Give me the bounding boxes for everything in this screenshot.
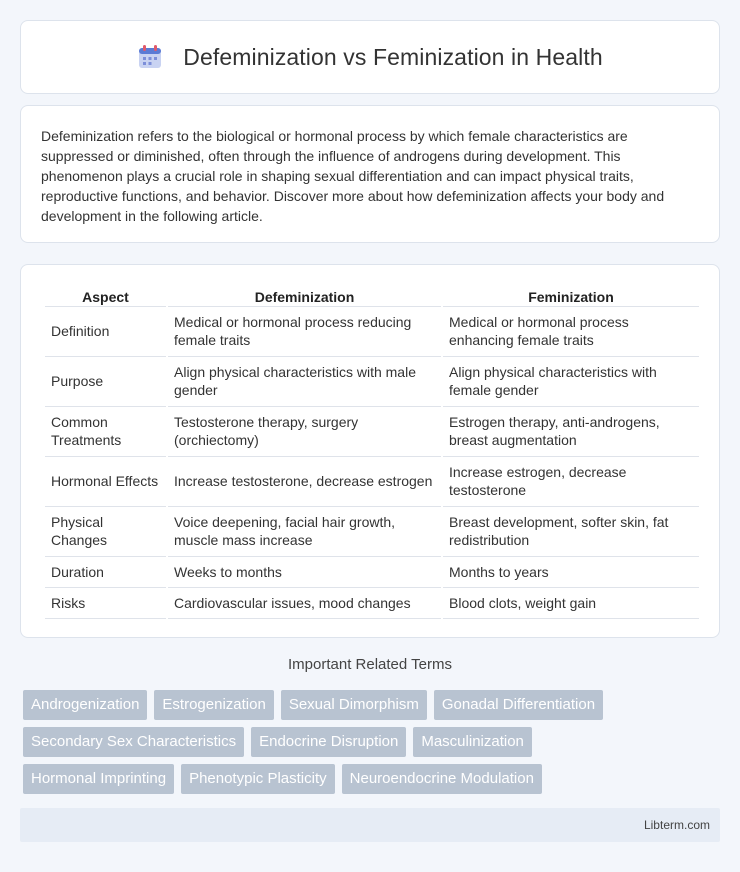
table-cell: Medical or hormonal process reducing female traits <box>168 307 441 357</box>
table-cell: Risks <box>45 588 166 619</box>
related-term-tag[interactable]: Estrogenization <box>154 690 273 720</box>
tag-row <box>23 764 723 794</box>
table-cell: Breast development, softer skin, fat redistribution <box>443 507 699 557</box>
footer <box>20 808 720 842</box>
table-cell: Months to years <box>443 557 699 588</box>
related-term-tag[interactable]: Neuroendocrine Modulation <box>342 764 542 794</box>
table-cell: Testosterone therapy, surgery (orchiectomy) <box>168 407 441 457</box>
table-cell: Hormonal Effects <box>45 457 166 507</box>
table-cell: Align physical characteristics with male gender <box>168 357 441 407</box>
table-cell: Physical Changes <box>45 507 166 557</box>
table-cell: Estrogen therapy, anti-androgens, breast augmentation <box>443 407 699 457</box>
table-row <box>45 357 699 407</box>
table-cell: Voice deepening, facial hair growth, muscle mass increase <box>168 507 441 557</box>
related-term-tag[interactable]: Phenotypic Plasticity <box>181 764 335 794</box>
table-cell: Purpose <box>45 357 166 407</box>
table-row <box>45 307 699 357</box>
table-cell: Cardiovascular issues, mood changes <box>168 588 441 619</box>
comparison-table <box>43 285 701 619</box>
intro-card <box>20 105 720 243</box>
table-row <box>45 588 699 619</box>
related-terms-title: Important Related Terms <box>288 656 452 673</box>
table-cell: Blood clots, weight gain <box>443 588 699 619</box>
related-term-tag[interactable]: Endocrine Disruption <box>251 727 406 757</box>
related-term-tag[interactable]: Sexual Dimorphism <box>281 690 427 720</box>
table-cell: Definition <box>45 307 166 357</box>
column-header: Aspect <box>45 285 166 307</box>
header-card <box>20 20 720 94</box>
table-cell: Increase estrogen, decrease testosterone <box>443 457 699 507</box>
intro-text: Defeminization refers to the biological or hormonal process by which female characteristics are suppressed or diminished, often through the influence of androgens during development. This phenomenon plays a crucial role in shaping sexual differentiation and can impact physical traits, reproductive functions, and behavior. Discover more about how defeminization affects your body and development in the following article. <box>41 128 665 224</box>
table-row <box>45 557 699 588</box>
related-terms-list <box>23 690 723 801</box>
tag-row <box>23 690 723 720</box>
comparison-card <box>20 264 720 638</box>
tag-row <box>23 727 723 757</box>
related-term-tag[interactable]: Secondary Sex Characteristics <box>23 727 244 757</box>
table-row <box>45 457 699 507</box>
table-header-row <box>45 285 699 307</box>
calendar-icon <box>137 44 163 70</box>
table-cell: Weeks to months <box>168 557 441 588</box>
table-cell: Common Treatments <box>45 407 166 457</box>
column-header: Defeminization <box>168 285 441 307</box>
related-term-tag[interactable]: Gonadal Differentiation <box>434 690 603 720</box>
related-term-tag[interactable]: Androgenization <box>23 690 147 720</box>
column-header: Feminization <box>443 285 699 307</box>
table-row <box>45 407 699 457</box>
table-cell: Medical or hormonal process enhancing female traits <box>443 307 699 357</box>
table-cell: Increase testosterone, decrease estrogen <box>168 457 441 507</box>
table-cell: Align physical characteristics with female gender <box>443 357 699 407</box>
table-cell: Duration <box>45 557 166 588</box>
related-term-tag[interactable]: Masculinization <box>413 727 532 757</box>
footer-site-link[interactable]: Libterm.com <box>643 818 710 832</box>
table-row <box>45 507 699 557</box>
related-term-tag[interactable]: Hormonal Imprinting <box>23 764 174 794</box>
page-title: Defeminization vs Feminization in Health <box>183 43 603 70</box>
